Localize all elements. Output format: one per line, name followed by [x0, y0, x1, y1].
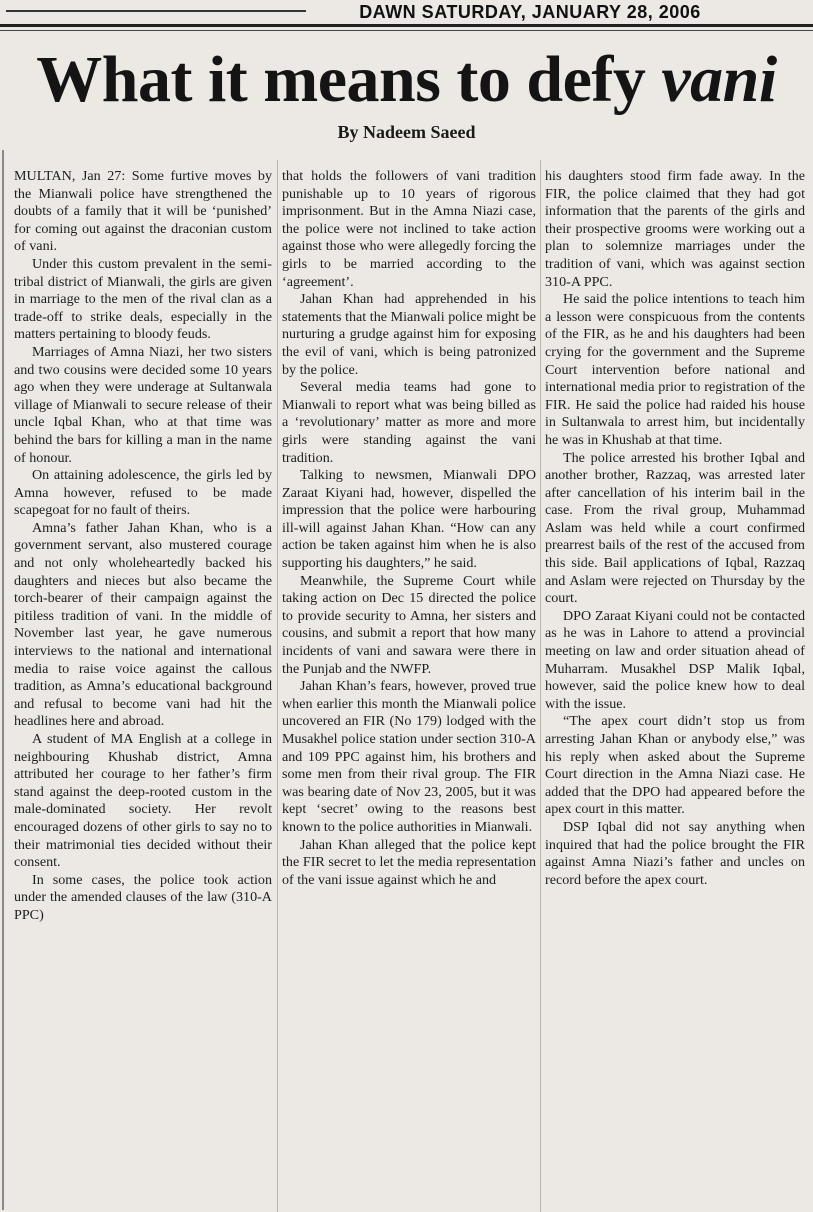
paragraph: Jahan Khan’s fears, however, proved true when earlier this month the Mianwali police uncovered an FIR (No 179) lodged with the Musakhel police station under section 310-A and 109 PPC against him, his brothers and some men from their rival group. The FIR was bearing date of Nov 23, 2005, but it was kept ‘secret’ owing to the reasons best known to the police authorities in Mianwali. [282, 678, 536, 835]
article-column-3 [545, 168, 805, 889]
paragraph: In some cases, the police took action under the amended clauses of the law (310-A PPC) [14, 871, 272, 923]
paragraph: Under this custom prevalent in the semi-tribal district of Mianwali, the girls are given in marriage to the men of the rival clan as a trade-off to strike deals, especially in the matters pertaining to bloody feuds. [14, 255, 272, 343]
column-divider [540, 160, 541, 1212]
paragraph: Jahan Khan had apprehended in his statements that the Mianwali police might be nurturing a grudge against him for exposing the evil of vani, which is being patronized by the police. [282, 291, 536, 378]
paragraph: Marriages of Amna Niazi, her two sisters and two cousins were decided some 10 years ago when they were underage at Sultanwala village of Mianwali to secure release of their uncle Iqbal Khan, who at that time was behind the bars for killing a man in the name of honour. [14, 343, 272, 466]
paragraph: DPO Zaraat Kiyani could not be contacted as he was in Lahore to attend a provincial meeting on law and order situation ahead of Muharram. Musakhel DSP Malik Iqbal, however, said the police knew how to deal with the issue. [545, 607, 805, 712]
headline-emphasis: vani [661, 43, 777, 116]
byline: By Nadeem Saeed [337, 122, 476, 142]
paragraph: DSP Iqbal did not say anything when inquired that had the police brought the FIR against Amna Niazi’s father and uncles on record before the apex court. [545, 818, 805, 888]
paragraph: Meanwhile, the Supreme Court while taking action on Dec 15 directed the police to provide security to Amna, her sisters and cousins, and submit a report that how many incidents of vani and sawara were there in the Punjab and the NWFP. [282, 572, 536, 677]
paragraph: Several media teams had gone to Mianwali to report what was being billed as a ‘revolutionary’ matter as more and more girls were standing against the vani tradition. [282, 379, 536, 466]
headline-text: What it means to defy [36, 43, 662, 116]
paragraph: that holds the followers of vani tradition punishable up to 10 years of rigorous imprisonment. But in the Amna Niazi case, the police were not inclined to take action against those who were allegedly forcing the girls to be married according to the ‘agreement’. [282, 168, 536, 290]
top-rule-thin [0, 30, 813, 31]
top-rule-fragment [6, 10, 306, 12]
paragraph: A student of MA English at a college in neighbouring Khushab district, Amna attributed her courage to her father’s firm stand against the deep-rooted custom in the male-dominated society. Her revolt encouraged dozens of other girls to say no to their matrimonial ties decided without their consent. [14, 731, 272, 871]
column-divider [277, 160, 278, 1212]
paragraph: his daughters stood firm fade away. In the FIR, the police claimed that they had got information that the parents of the girls and their prospective grooms were working out a plan to solemnize marriages under the tradition of vani, which was against section 310-A PPC. [545, 168, 805, 290]
paragraph: He said the police intentions to teach him a lesson were conspicuous from the contents of the FIR, as he and his daughters had been crying for the government and the Supreme Court intervention before national and international media prior to registration of the FIR. He said the police had raided his house in Sultanwala to arrest him, but incidentally he was in Khushab at that time. [545, 291, 805, 448]
top-rule-thick [0, 24, 813, 27]
article-column-2 [282, 168, 536, 889]
paragraph: On attaining adolescence, the girls led by Amna however, refused to be made scapegoat for no fault of theirs. [14, 467, 272, 519]
paragraph: Amna’s father Jahan Khan, who is a government servant, also mustered courage and not only wholeheartedly backed his daughters and nieces but also became the torch-bearer of their campaign against the pitiless tradition of vani. In the middle of November last year, he gave numerous interviews to the national and international media to raise voice against the callous tradition, as Amna’s educational background and refusal to become vani had hit the headlines here and abroad. [14, 519, 272, 730]
masthead-dateline: DAWN SATURDAY, JANUARY 28, 2006 [359, 2, 701, 22]
left-margin-line [2, 150, 4, 1210]
headline [0, 40, 813, 120]
paragraph: The police arrested his brother Iqbal and another brother, Razzaq, was arrested later after cancellation of his interim bail in the case. From the rival group, Muhammad Aslam was held while a court confirmed prearrest bails of the rest of the accused from this side. Bail applications of Iqbal, Razzaq and Aslam were rejected on Thursday by the court. [545, 449, 805, 607]
paragraph: Jahan Khan alleged that the police kept the FIR secret to let the media representation of the vani issue against which he and [282, 836, 536, 888]
paragraph: Talking to newsmen, Mianwali DPO Zaraat Kiyani had, however, dispelled the impression that the police were harbouring ill-will against Jahan Khan. “How can any action be taken against him when he is also supporting his daughters,” he said. [282, 467, 536, 572]
paragraph: “The apex court didn’t stop us from arresting Jahan Khan or anybody else,” was his reply when asked about the Supreme Court direction in the Amna Niazi case. He added that the DPO had appeared before the apex court in this matter. [545, 713, 805, 818]
article-column-1 [14, 168, 272, 925]
paragraph: MULTAN, Jan 27: Some furtive moves by the Mianwali police have strengthened the doubts of a family that it will be ‘punished’ for coming out against the draconian custom of vani. [14, 168, 272, 255]
